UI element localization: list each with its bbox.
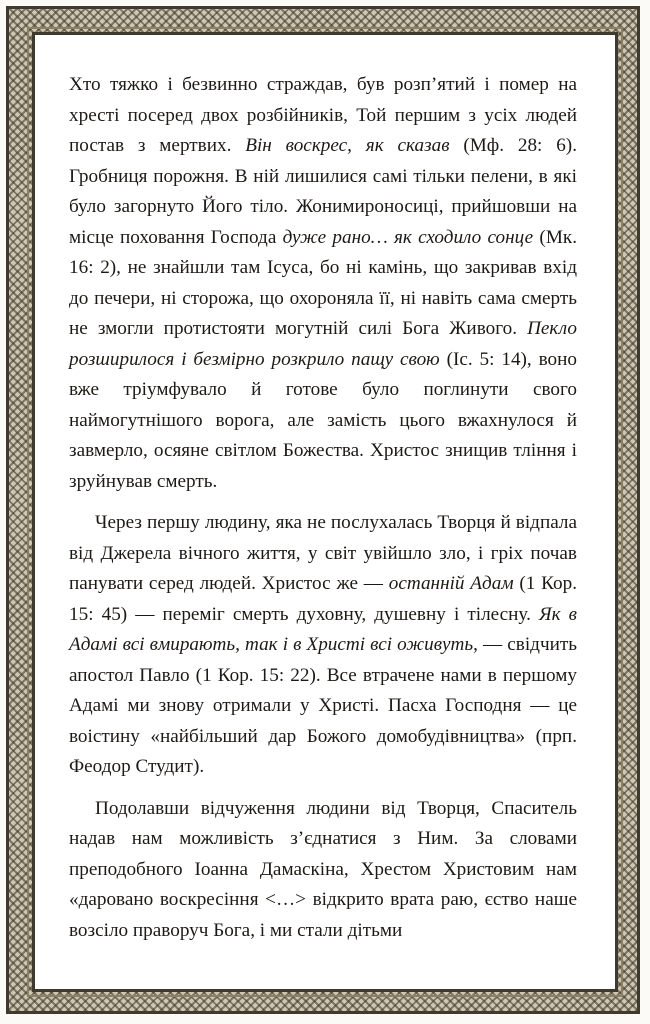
text-run: (Мф. 28: 6). Гробниця порожня. В ній лишилися самі тільки пелени, в які було загорнуто Його тіло. Жонимироносиці, прийшовши на місце поховання Господа	[69, 135, 577, 248]
text-run: Подолавши відчуження людини від Творця, Спаситель надав нам можливість з’єднатися з Ним. За словами преподобного Іоанна Дамаскіна, Хрестом Христовим нам «даровано воскресіння <…> відкрито врата раю, єство наше возсіло праворуч Бога, і ми стали дітьми	[69, 797, 577, 941]
paragraph-3	[69, 794, 577, 947]
scripture-quote: Пекло розширилося і безмірно розкрило пащу свою	[69, 318, 577, 370]
scripture-quote: останній Адам	[388, 573, 514, 594]
scripture-quote: дуже рано… як сходило сонце	[282, 226, 534, 248]
body-text	[69, 70, 577, 957]
scripture-quote: Як в Адамі всі вмирають, так і в Христі всі оживуть	[69, 603, 577, 655]
text-run: , — свідчить апостол Павло (1 Кор. 15: 22). Все втрачене нами в першому Адамі ми знову отримали у Христі. Пасха Господня — це воістину «найбільший дар Божого домобудівництва» (прп. Феодор Студит).	[69, 634, 577, 777]
text-run: Через першу людину, яка не послухалась Творця й відпала від Джерела вічного життя, у світ увійшло зло, і гріх почав панувати серед людей. Христос же —	[69, 512, 577, 594]
text-run: Хто тяжко і безвинно страждав, був розп’ятий і помер на хресті посеред двох розбійників, Той першим з усіх людей постав з мертвих.	[69, 74, 577, 156]
paragraph-2	[69, 508, 577, 783]
text-run: (Іс. 5: 14), воно вже тріумфувало й готове було поглинути свого наймогутнішого ворога, але замість цього вжахнулося й завмерло, осяяне світлом Божества. Христос знищив тління і зруйнував смерть.	[69, 348, 577, 492]
text-run: (Мк. 16: 2), не знайшли там Ісуса, бо ні камінь, що закривав вхід до печери, ні сторожа, що охороняла її, ні навіть сама смерть не змогли протистояти могутній силі Бога Живого.	[69, 226, 577, 339]
scripture-quote: Він воскрес, як сказав	[245, 135, 450, 156]
text-run: (1 Кор. 15: 45) — переміг смерть духовну, душевну і тілесну.	[69, 573, 577, 625]
paragraph-1	[69, 70, 577, 497]
